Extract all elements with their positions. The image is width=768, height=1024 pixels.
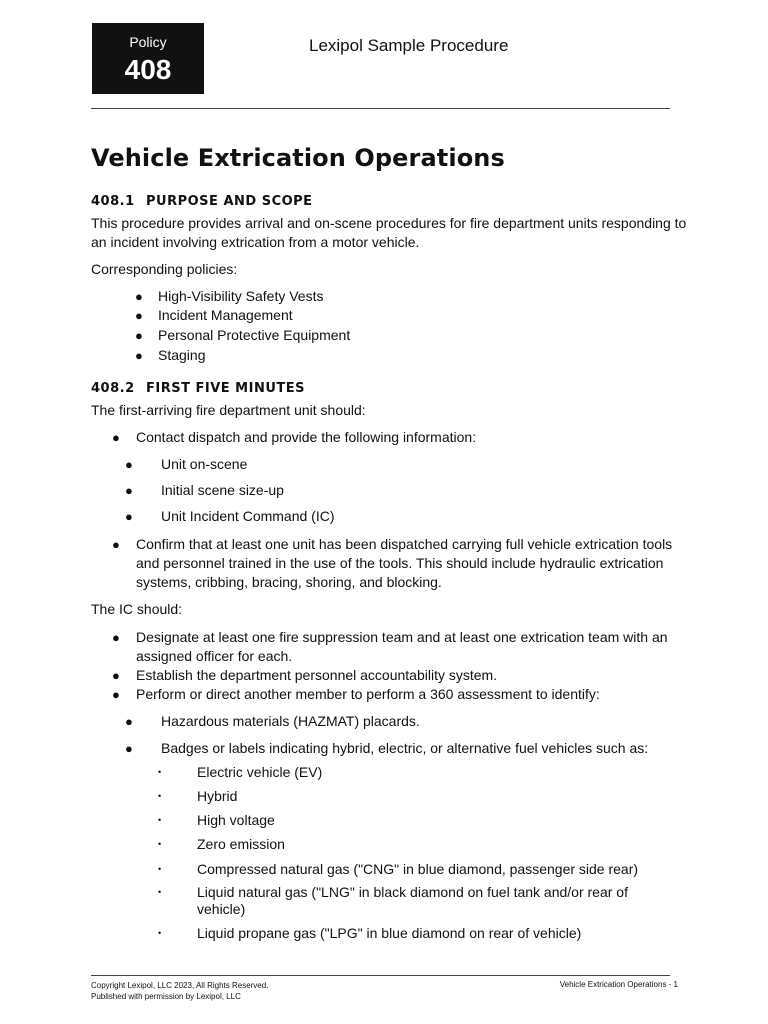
published-text: Published with permission by Lexipol, LLC [91, 992, 241, 1001]
list-item: ● Perform or direct another member to perform a 360 assessment to identify: [112, 686, 600, 702]
bullet-icon: ● [125, 714, 133, 729]
list-item: • Compressed natural gas ("CNG" in blue diamond, passenger side rear) [158, 861, 639, 877]
policy-number: 408 [124, 54, 172, 85]
list-item-continuation: systems, cribbing, bracing, shoring, and blocking. [136, 574, 442, 590]
list-item-continuation: vehicle) [197, 901, 246, 917]
header-divider [91, 108, 670, 109]
footer-copyright [91, 980, 268, 1002]
list-item: • Liquid propane gas ("LPG" in blue diamond on rear of vehicle) [158, 925, 582, 941]
list-item: ● Staging [135, 347, 206, 363]
list-item-continuation: assigned officer for each. [136, 648, 293, 664]
bullet-icon: ● [135, 328, 143, 343]
list-item: ● Personal Protective Equipment [135, 327, 351, 343]
bullet-icon: ● [125, 457, 133, 472]
list-item: ● Contact dispatch and provide the following information: [112, 429, 477, 445]
bullet-icon: • [158, 815, 162, 825]
bullet-icon: ● [135, 289, 143, 304]
bullet-icon: ● [125, 483, 133, 498]
bullet-icon: ● [135, 348, 143, 363]
list-item: ● Establish the department personnel accountability system. [112, 667, 498, 683]
document-title: Vehicle Extrication Operations [91, 144, 505, 172]
purpose-line-1: This procedure provides arrival and on-scene procedures for fire department units responding to [91, 215, 687, 231]
policy-badge [92, 23, 204, 94]
policy-label: Policy [129, 34, 167, 50]
bullet-icon: • [158, 928, 162, 938]
section-number: 408.1 [91, 194, 135, 209]
ic-intro: The IC should: [91, 601, 183, 617]
bullet-icon: • [158, 791, 162, 801]
header-title: Lexipol Sample Procedure [309, 36, 509, 55]
bullet-icon: ● [135, 308, 143, 323]
bullet-icon: ● [112, 630, 120, 645]
corresponding-label: Corresponding policies: [91, 261, 238, 277]
list-item: • High voltage [158, 812, 275, 828]
list-item: • Zero emission [158, 836, 285, 852]
section-title: FIRST FIVE MINUTES [146, 381, 305, 396]
bullet-icon: • [158, 864, 162, 874]
footer-page-label: Vehicle Extrication Operations - 1 [559, 980, 678, 989]
bullet-icon: ● [112, 430, 120, 445]
list-item: ● Initial scene size-up [125, 482, 284, 498]
section-title: PURPOSE AND SCOPE [146, 194, 313, 209]
list-item: • Liquid natural gas ("LNG" in black diamond on fuel tank and/or rear of [158, 884, 628, 900]
bullet-icon: • [158, 887, 162, 897]
bullet-icon: ● [112, 668, 120, 683]
list-item: ● Unit Incident Command (IC) [125, 508, 335, 524]
list-item: ● Incident Management [135, 307, 293, 323]
list-item: • Electric vehicle (EV) [158, 764, 323, 780]
copyright-text: Copyright Lexipol, LLC 2023, All Rights Reserved. [91, 981, 269, 990]
list-item: ● Badges or labels indicating hybrid, electric, or alternative fuel vehicles such as: [125, 740, 649, 756]
section-heading-408-2 [91, 381, 305, 396]
list-item: ● Designate at least one fire suppression team and at least one extrication team with an [112, 629, 668, 645]
list-item-continuation: and personnel trained in the use of the tools. This should include hydraulic extrication [136, 555, 664, 571]
bullet-icon: • [158, 767, 162, 777]
footer-divider [91, 975, 670, 976]
section-number: 408.2 [91, 381, 135, 396]
first-arriving-intro: The first-arriving fire department unit should: [91, 402, 366, 418]
bullet-icon: ● [112, 687, 120, 702]
list-item: ● Unit on-scene [125, 456, 248, 472]
bullet-icon: ● [125, 741, 133, 756]
purpose-line-2: an incident involving extrication from a motor vehicle. [91, 234, 420, 250]
list-item: ● Confirm that at least one unit has been dispatched carrying full vehicle extrication tools [112, 536, 673, 552]
bullet-icon: ● [125, 509, 133, 524]
bullet-icon: • [158, 839, 162, 849]
list-item: ● High-Visibility Safety Vests [135, 288, 324, 304]
bullet-icon: ● [112, 537, 120, 552]
list-item: ● Hazardous materials (HAZMAT) placards. [125, 713, 420, 729]
section-heading-408-1 [91, 194, 313, 209]
list-item: • Hybrid [158, 788, 238, 804]
